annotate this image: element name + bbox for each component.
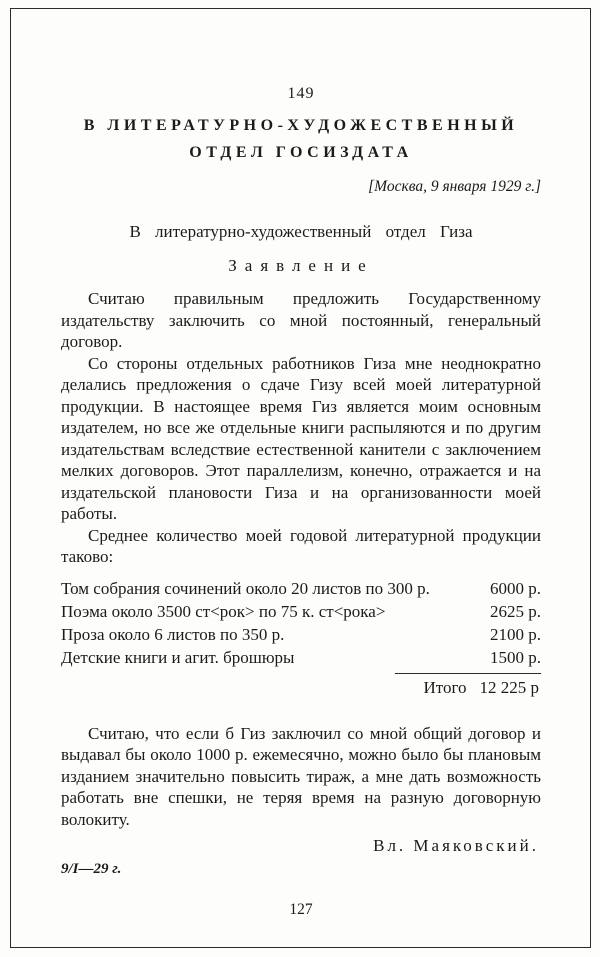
document-heading (61, 112, 541, 166)
heading-line-1: В ЛИТЕРАТУРНО-ХУДОЖЕСТВЕННЫЙ (83, 117, 519, 134)
table-item: Проза около 6 листов по 350 р. (61, 624, 285, 644)
table-row (61, 646, 541, 669)
table-amount: 1500 р. (490, 647, 541, 667)
paragraph-1: Считаю правильным предложить Государственному издательству заключить со мной постоянный, генеральный договор. (61, 289, 541, 351)
statement-title: Заявление (228, 256, 374, 275)
table-item: Поэма около 3500 ст<рок> по 75 к. ст<рока> (61, 601, 386, 621)
signature: Вл. Маяковский. (373, 836, 539, 855)
dateline: [Москва, 9 января 1929 г.] (368, 178, 541, 195)
date-note: 9/I—29 г. (61, 861, 122, 877)
table-amount: 6000 р. (490, 578, 541, 598)
total-value: 12 225 р (479, 677, 539, 697)
table-row (61, 623, 541, 646)
closing-paragraph: Считаю, что если б Гиз заключил со мной общий договор и выдавал бы около 1000 р. ежемесячно, можно было бы плановым изданием значительно повысить тираж, а мне дать возможность работать вне спешки, не теряя время на разную договорную волокиту. (61, 723, 541, 829)
production-table (61, 577, 541, 699)
total-rule (395, 673, 541, 674)
heading-line-2: ОТДЕЛ ГОСИЗДАТА (189, 144, 413, 161)
table-row (61, 600, 541, 623)
total-label: Итого (423, 677, 467, 697)
paragraph-3: Среднее количество моей годовой литературной продукции таково: (61, 525, 541, 566)
document-content (61, 0, 541, 919)
addressee-line: В литературно-художественный отдел Гиза (129, 222, 473, 241)
table-amount: 2625 р. (490, 601, 541, 621)
paragraph-2: Со стороны отдельных работников Гиза мне неоднократно делались предложения о сдаче Гизу всей моей литературной продукции. В настоящее время Гиз является моим основным издателем, но все же отдельные книги распыляются и по другим издательствам вследствие естественной канители с заключением мелких договоров. Этот параллелизм, конечно, отражается и на издательской плановости Гиза и на организованности моей работы. (61, 353, 541, 523)
table-row (61, 577, 541, 600)
document-number: 149 (287, 85, 315, 102)
page-number: 127 (289, 901, 313, 918)
table-amount: 2100 р. (490, 624, 541, 644)
document-body (61, 288, 541, 568)
total-row (61, 676, 541, 699)
table-item: Детские книги и агит. брошюры (61, 647, 295, 667)
table-item: Том собрания сочинений около 20 листов по 300 р. (61, 578, 430, 598)
